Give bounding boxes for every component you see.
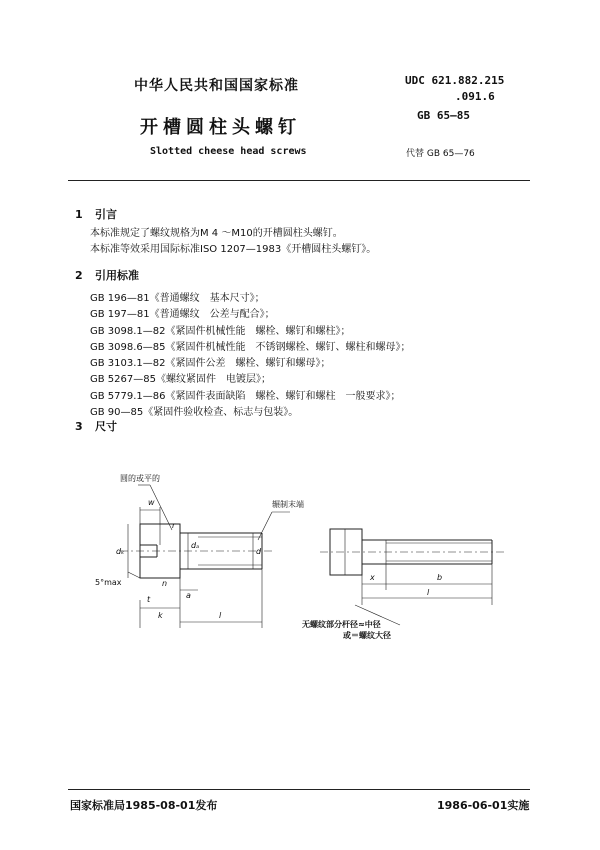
effective-date: 1986-06-01实施 — [437, 799, 530, 812]
dim-label-l: l — [219, 611, 222, 620]
reference-item: GB 3103.1—82《紧固件公差 螺栓、螺钉和螺母》； — [90, 358, 331, 370]
dim-label-d: d — [256, 547, 262, 556]
dim-label-da: dₐ — [191, 541, 200, 550]
replaces-standard: 代替 GB 65—76 — [406, 149, 475, 159]
dim-label-b: b — [437, 573, 443, 582]
note-shank-diameter-alt: 或＝螺纹大径 — [343, 631, 391, 640]
dim-label-x: x — [370, 573, 375, 582]
section-number: 3 — [75, 420, 83, 433]
leader-line — [258, 512, 272, 540]
section-title: 引言 — [95, 208, 117, 221]
page-title-english: Slotted cheese head screws — [150, 146, 307, 157]
leader-line — [150, 485, 172, 530]
section-number: 1 — [75, 208, 83, 221]
section-1-paragraph: 本标准等效采用国际标准ISO 1207—1983《开槽圆柱头螺钉》。 — [90, 244, 377, 255]
udc-code-line2: .091.6 — [455, 90, 495, 103]
page-title: 开槽圆柱头螺钉 — [140, 117, 301, 138]
standard-body: 中华人民共和国国家标准 — [134, 78, 299, 94]
section-title: 引用标准 — [95, 269, 139, 282]
reference-item: GB 3098.1—82《紧固件机械性能 螺栓、螺钉和螺柱》； — [90, 325, 351, 337]
reference-item: GB 90—85《紧固件验收检查、标志与包装》。 — [90, 407, 299, 419]
reference-item: GB 3098.6—85《紧固件机械性能 不锈钢螺栓、螺钉、螺柱和螺母》； — [90, 341, 411, 353]
dim-label-n: n — [162, 579, 168, 588]
note-shank-diameter: 无螺纹部分杆径≈中径 — [302, 620, 381, 629]
udc-code-line1: UDC 621.882.215 — [405, 74, 505, 87]
note-rolled-end: 辗制末端 — [272, 500, 304, 509]
section-title: 尺寸 — [95, 420, 117, 433]
angle-label: 5°max — [95, 578, 122, 587]
reference-item: GB 197—81《普通螺纹 公差与配合》； — [90, 309, 275, 321]
reference-item: GB 196—81《普通螺纹 基本尺寸》； — [90, 293, 265, 304]
dim-label-w: w — [148, 498, 155, 507]
dim-label-r: r — [172, 521, 176, 530]
dim-label-a: a — [186, 591, 191, 600]
reference-item: GB 5779.1—86《紧固件表面缺陷 螺栓、螺钉和螺柱 一般要求》； — [90, 390, 401, 402]
section-1-paragraph: 本标准规定了螺纹规格为M 4 ～M10的开槽圆柱头螺钉。 — [90, 228, 343, 239]
dim-label-dk: dₖ — [116, 547, 125, 556]
note-rounded-or-flat: 圆的或平的 — [120, 474, 160, 483]
dim-label-l2: l — [427, 588, 430, 597]
footer-divider — [68, 789, 530, 790]
angle-line — [128, 572, 140, 578]
section-number: 2 — [75, 269, 83, 282]
reference-item: GB 5267—85《螺纹紧固件 电镀层》； — [90, 374, 271, 386]
dim-label-t: t — [147, 595, 151, 604]
issue-date: 国家标准局1985-08-01发布 — [70, 799, 218, 812]
dim-label-k: k — [158, 611, 163, 620]
gb-standard-code: GB 65—85 — [417, 109, 470, 122]
